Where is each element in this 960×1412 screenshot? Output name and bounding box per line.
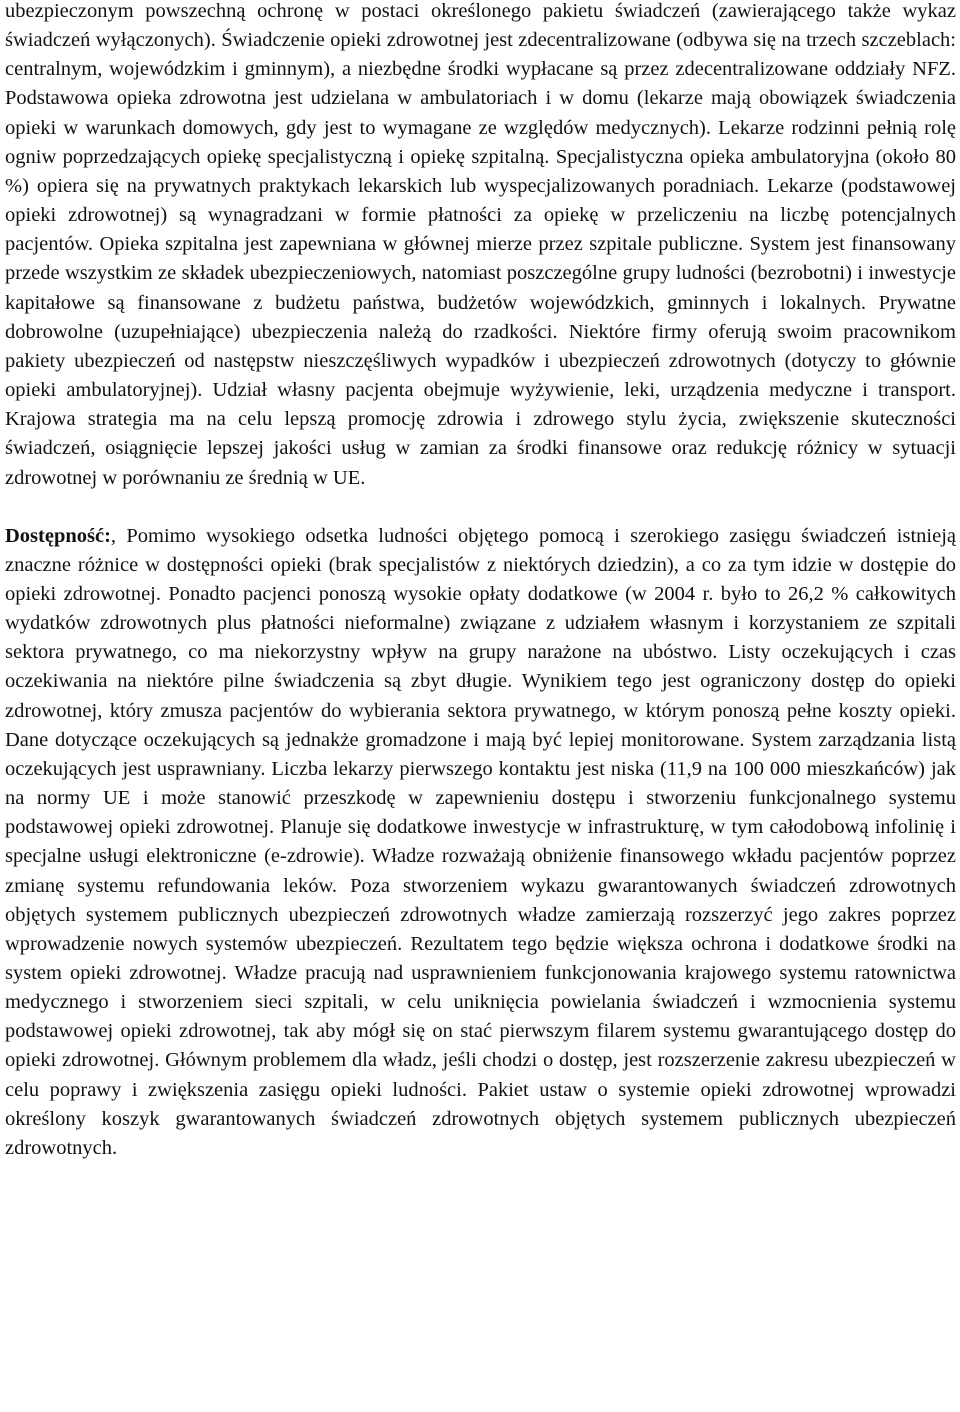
accessibility-text: , Pomimo wysokiego odsetka ludności objętego pomocą i szerokiego zasięgu świadczeń istnieją znaczne różnice w dostępności opieki (brak specjalistów z niektórych dziedzin), a co za tym idzie w dostępie do opieki zdrowotnej. Ponadto pacjenci ponoszą wysokie opłaty dodatkowe (w 2004 r. było to 26,2 % całkowitych wydatków zdrowotnych plus płatności nieformalne) związane z udziałem własnym i korzystaniem ze szpitali sektora prywatnego, co ma niekorzystny wpływ na grupy narażone na ubóstwo. Listy oczekujących i czas oczekiwania na niektóre pilne świadczenia są zbyt długie. Wynikiem tego jest ograniczony dostęp do opieki zdrowotnej, który zmusza pacjentów do wybierania sektora prywatnego, w którym ponoszą pełne koszty opieki. Dane dotyczące oczekujących są jednakże gromadzone i mają być lepiej monitorowane. System zarządzania listą oczekujących jest usprawniany. Liczba lekarzy pierwszego kontaktu jest niska (11,9 na 100 000 mieszkańców) jak na normy UE i może stanowić przeszkodę w zapewnieniu dostępu i stworzeniu funkcjonalnego systemu podstawowej opieki zdrowotnej. Planuje się dodatkowe inwestycje w infrastrukturę, w tym całodobową infolinię i specjalne usługi elektroniczne (e-zdrowie). Władze rozważają obniżenie finansowego wkładu pacjentów poprzez zmianę systemu refundowania leków. Poza stworzeniem wykazu gwarantowanych świadczeń zdrowotnych objętych systemem publicznych ubezpieczeń zdrowotnych władze zamierzają rozszerzyć jego zakres poprzez wprowadzenie nowych systemów ubezpieczeń. Rezultatem tego będzie większa ochrona i dodatkowe środki na system opieki zdrowotnej. Władze pracują nad usprawnieniem funkcjonowania krajowego systemu ratownictwa medycznego i stworzeniem sieci szpitali, w celu uniknięcia powielania świadczeń i wzmocnienia systemu podstawowej opieki zdrowotnej, tak aby mógł się on stać pierwszym filarem systemu gwarantującego dostęp do opieki zdrowotnej. Głównym problemem dla władz, jeśli chodzi o dostęp, jest rozszerzenie zakresu ubezpieczeń w celu poprawy i zwiększenia zasięgu opieki ludności. Pakiet ustaw o systemie opieki zdrowotnej wprowadzi określony koszyk gwarantowanych świadczeń zdrowotnych objętych systemem publicznych ubezpieczeń zdrowotnych. bbox=[5, 524, 956, 1159]
accessibility-term: Dostępność: bbox=[5, 524, 111, 547]
paragraph-health-system: ubezpieczonym powszechną ochronę w postaci określonego pakietu świadczeń (zawierającego także wykaz świadczeń wyłączonych). Świadczenie opieki zdrowotnej jest zdecentralizowane (odbywa się na trzech szczeblach: centralnym, wojewódzkim i gminnym), a niezbędne środki wypłacane są przez zdecentralizowane oddziały NFZ. Podstawowa opieka zdrowotna jest udzielana w ambulatoriach i w domu (lekarze mają obowiązek świadczenia opieki w warunkach domowych, gdy jest to wymagane ze względów medycznych). Lekarze rodzinni pełnią rolę ogniw poprzedzających opiekę specjalistyczną i opiekę szpitalną. Specjalistyczna opieka ambulatoryjna (około 80 %) opiera się na prywatnych praktykach lekarskich lub wyspecjalizowanych poradniach. Lekarze (podstawowej opieki zdrowotnej) są wynagradzani w formie płatności za opiekę w przeliczeniu na liczbę potencjalnych pacjentów. Opieka szpitalna jest zapewniana w głównej mierze przez szpitale publiczne. System jest finansowany przede wszystkim ze składek ubezpieczeniowych, natomiast poszczególne grupy ludności (bezrobotni) i inwestycje kapitałowe są finansowane z budżetu państwa, budżetów wojewódzkich, gminnych i lokalnych. Prywatne dobrowolne (uzupełniające) ubezpieczenia należą do rzadkości. Niektóre firmy oferują swoim pracownikom pakiety ubezpieczeń od następstw nieszczęśliwych wypadków i ubezpieczeń zdrowotnych (dotyczy to głównie opieki ambulatoryjnej). Udział własny pacjenta obejmuje wyżywienie, leki, urządzenia medyczne i transport. Krajowa strategia ma na celu lepszą promocję zdrowia i zdrowego stylu życia, zwiększenie skuteczności świadczeń, osiągnięcie lepszej jakości usług w zamian za środki finansowe oraz redukcję różnicy w sytuacji zdrowotnej w porównaniu ze średnią w UE. bbox=[5, 0, 956, 489]
paragraph-accessibility bbox=[5, 522, 956, 1163]
document-page bbox=[5, 0, 956, 1163]
